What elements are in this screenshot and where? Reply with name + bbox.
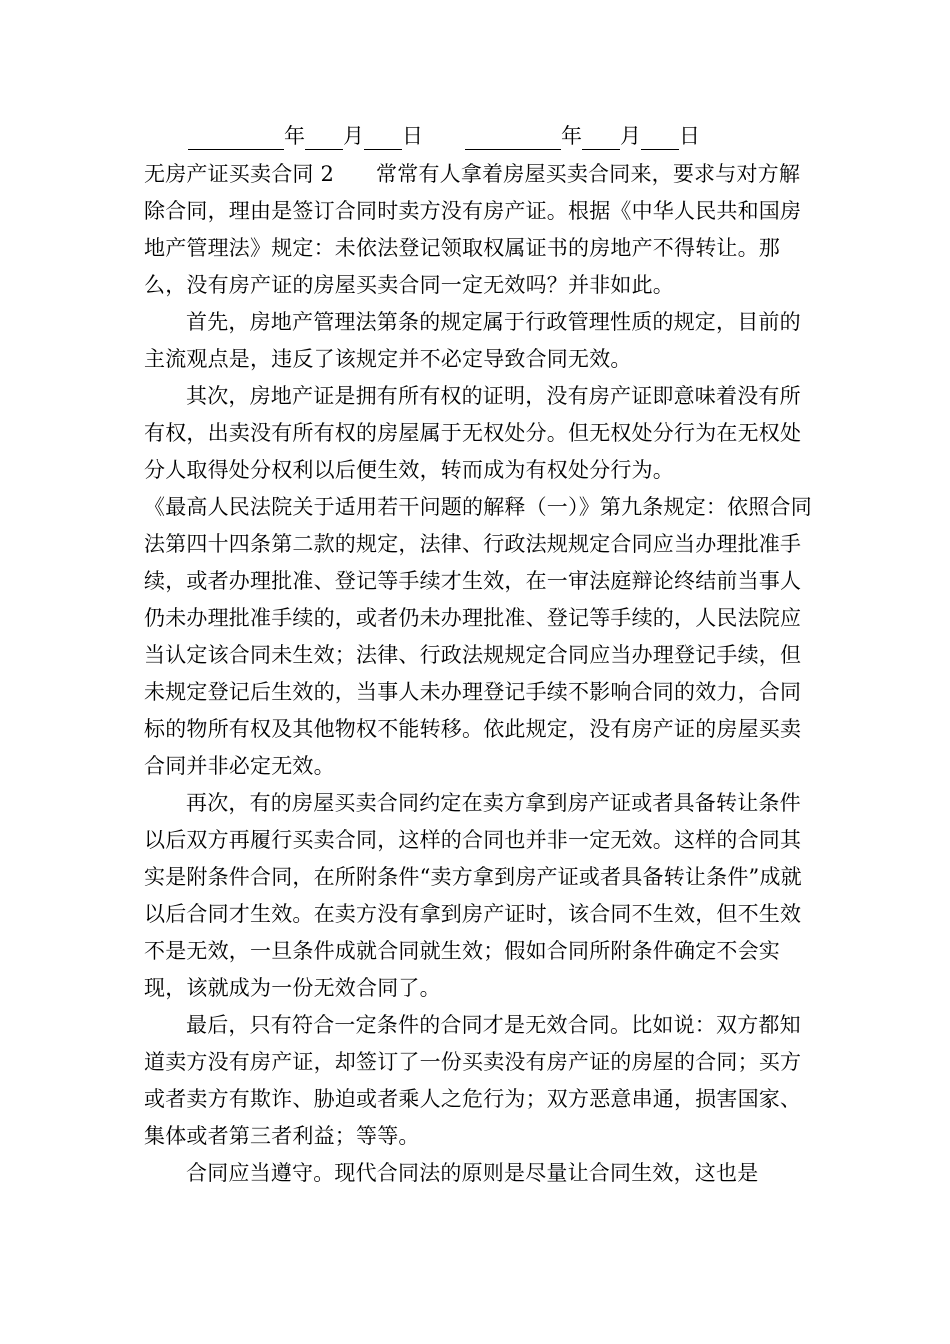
year-blank-1 (188, 127, 284, 150)
day-blank-2 (641, 127, 679, 150)
paragraph-last: 最后，只有符合一定条件的合同才是无效合同。比如说：双方都知道卖方没有房产证，却签订了一份买卖没有房产证的房屋的合同；买方或者卖方有欺诈、胁迫或者乘人之危行为；双方恶意串通，损害国家、集体或者第三者利益；等等。 (144, 1013, 802, 1148)
paragraph-third: 再次，有的房屋买卖合同约定在卖方拿到房产证或者具备转让条件以后双方再履行买卖合同，这样的合同也并非一定无效。这样的合同其实是附条件合同，在所附条件“卖方拿到房产证或者具备转让条件”成就以后合同才生效。在卖方没有拿到房产证时，该合同不生效，但不生效不是无效，一旦条件成就合同就生效；假如合同所附条件确定不会实现，该就成为一份无效合同了。 (144, 791, 802, 1000)
intro-text: 常常有人拿着房屋买卖合同来，要求与对方解除合同，理由是签订合同时卖方没有房产证。根据《中华人民共和国房地产管理法》规定：未依法登记领取权属证书的房地产不得转让。那么，没有房产证的房屋买卖合同一定无效吗？并非如此。 (144, 162, 802, 297)
month-label-1: 月 (343, 124, 364, 148)
paragraph-conclusion: 合同应当遵守。现代合同法的原则是尽量让合同生效，这也是 (186, 1161, 759, 1185)
day-blank-1 (364, 127, 402, 150)
intro-paragraph (144, 156, 812, 304)
year-label-2: 年 (561, 124, 582, 148)
day-label-1: 日 (402, 124, 423, 148)
month-blank-1 (305, 127, 343, 150)
year-label-1: 年 (284, 124, 305, 148)
paragraph-first: 首先，房地产管理法第条的规定属于行政管理性质的规定，目前的主流观点是，违反了该规定并不必定导致合同无效。 (144, 310, 801, 371)
signature-date-line (188, 120, 828, 154)
document-body (144, 156, 812, 1192)
paragraph-second: 其次，房地产证是拥有所有权的证明，没有房产证即意味着没有所有权，出卖没有所有权的房屋属于无权处分。但无权处分行为在无权处分人取得处分权利以后便生效，转而成为有权处分行为。 (144, 384, 802, 482)
month-label-2: 月 (620, 124, 641, 148)
year-blank-2 (465, 127, 561, 150)
month-blank-2 (582, 127, 620, 150)
document-title: 无房产证买卖合同 2 (144, 162, 335, 186)
day-label-2: 日 (679, 124, 700, 148)
paragraph-interpretation: 《最高人民法院关于适用若干问题的解释（一）》第九条规定：依照合同法第四十四条第二款的规定，法律、行政法规规定合同应当办理批准手续，或者办理批准、登记等手续才生效，在一审法庭辩论终结前当事人仍未办理批准手续的，或者仍未办理批准、登记等手续的，人民法院应当认定该合同未生效；法律、行政法规规定合同应当办理登记手续，但未规定登记后生效的，当事人未办理登记手续不影响合同的效力，合同标的物所有权及其他物权不能转移。依此规定，没有房产证的房屋买卖合同并非必定无效。 (144, 495, 812, 778)
